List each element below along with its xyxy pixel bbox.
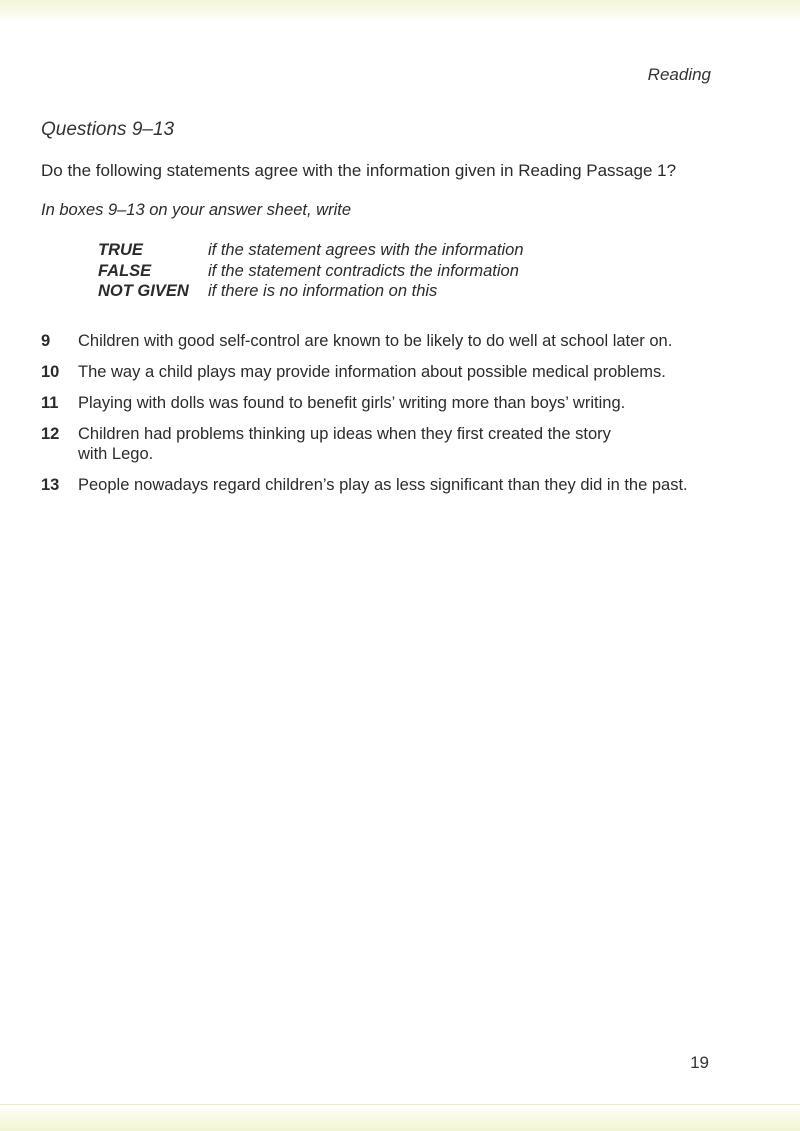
legend-definition: if the statement agrees with the information (208, 241, 524, 259)
question-number: 10 (41, 363, 60, 381)
question-item (41, 393, 741, 413)
page-number: 19 (690, 1053, 709, 1072)
legend-row-true (98, 240, 524, 261)
question-list (41, 331, 741, 506)
section-heading: Questions 9–13 (41, 119, 175, 140)
question-text: People nowadays regard children’s play as less significant than they did in the past. (78, 476, 688, 494)
answer-legend (98, 240, 524, 302)
legend-term: NOT GIVEN (98, 282, 189, 300)
legend-term: TRUE (98, 241, 143, 259)
question-text: Children had problems thinking up ideas when they first created the story with Lego. (78, 425, 611, 463)
question-item (41, 331, 741, 351)
question-number: 13 (41, 476, 60, 494)
legend-definition: if the statement contradicts the information (208, 261, 519, 280)
question-item (41, 475, 741, 495)
legend-definition: if there is no information on this (208, 282, 438, 300)
legend-row-not-given (98, 281, 524, 302)
page-top-edge (0, 0, 800, 22)
question-text: The way a child plays may provide information about possible medical problems. (78, 363, 666, 381)
question-text: Children with good self-control are known to be likely to do well at school later on. (78, 332, 673, 350)
question-number: 9 (41, 332, 51, 350)
legend-row-false (98, 261, 524, 282)
question-item (41, 362, 741, 382)
question-item (41, 424, 741, 464)
question-text: Playing with dolls was found to benefit girls’ writing more than boys’ writing. (78, 394, 626, 412)
legend-term: FALSE (98, 261, 152, 280)
page-bottom-edge (0, 1105, 800, 1131)
question-number: 11 (41, 394, 59, 412)
answer-instruction: In boxes 9–13 on your answer sheet, write (41, 201, 352, 219)
instruction-text: Do the following statements agree with the information given in Reading Passage 1? (41, 161, 677, 180)
question-number: 12 (41, 425, 60, 443)
running-head: Reading (647, 65, 711, 84)
